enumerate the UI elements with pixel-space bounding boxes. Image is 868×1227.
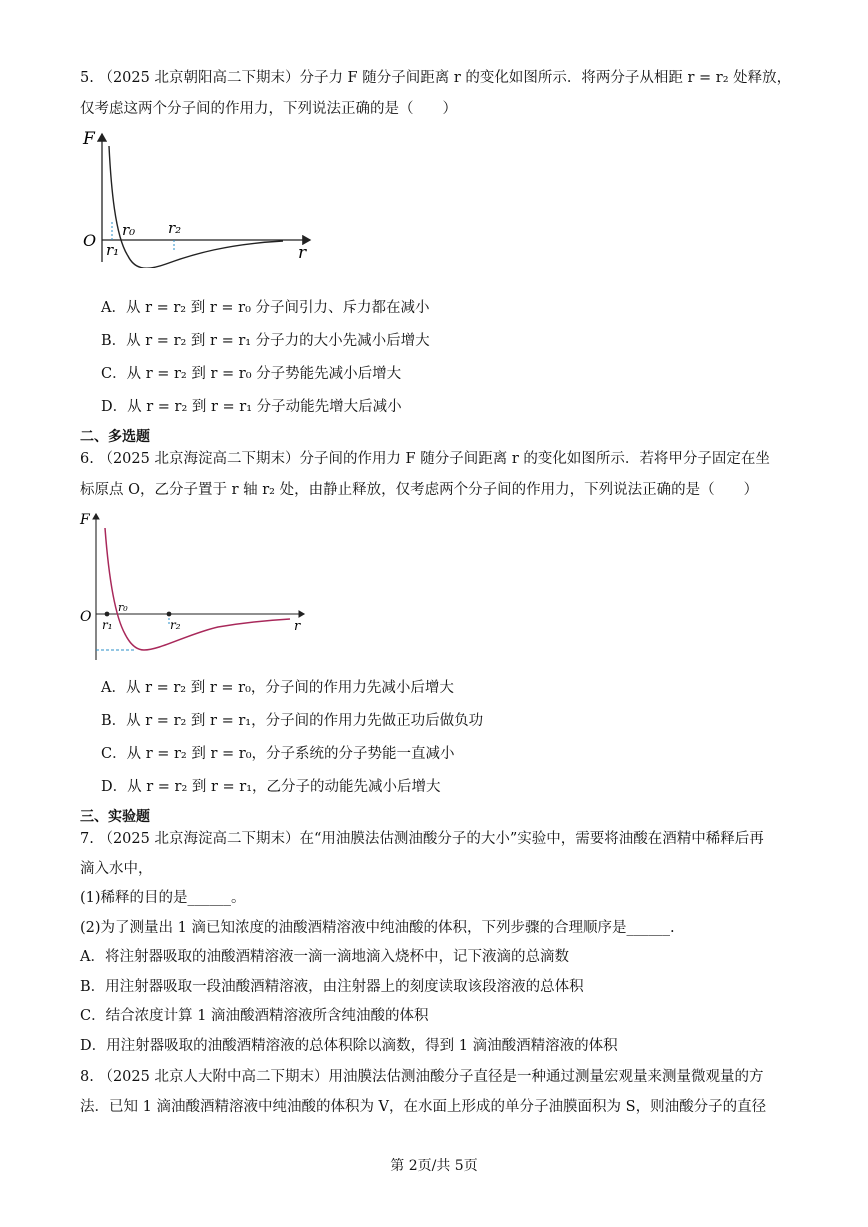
q6-force-curve xyxy=(105,528,290,650)
q5-r0-label: r₀ xyxy=(122,221,136,239)
q5-stem-line1: 5. （2025 北京朝阳高二下期末）分子力 F 随分子间距离 r 的变化如图所示．将两分子从相距 r = r₂ 处释放， xyxy=(80,70,792,86)
q6-option-b: B．从 r = r₂ 到 r = r₁，分子间的作用力先做正功后做负功 xyxy=(101,713,484,729)
page-number-footer: 第 2页/共 5页 xyxy=(390,1158,478,1174)
q7-sub-question-1: (1)稀释的目的是______。 xyxy=(80,890,246,906)
q6-x-label: r xyxy=(294,619,301,634)
section-heading-multiple-choice: 二、多选题 xyxy=(80,429,150,445)
q5-option-b: B．从 r = r₂ 到 r = r₁ 分子力的大小先减小后增大 xyxy=(101,333,430,349)
q5-option-c: C．从 r = r₂ 到 r = r₀ 分子势能先减小后增大 xyxy=(101,366,402,382)
section-heading-experiment: 三、实验题 xyxy=(80,809,150,825)
q5-stem-line2: 仅考虑这两个分子间的作用力，下列说法正确的是（ ） xyxy=(80,101,457,117)
q7-stem-line2: 滴入水中， xyxy=(80,861,153,877)
q6-option-d: D．从 r = r₂ 到 r = r₁，乙分子的动能先减小后增大 xyxy=(101,779,441,795)
q6-option-a: A．从 r = r₂ 到 r = r₀，分子间的作用力先减小后增大 xyxy=(101,680,454,696)
q7-step-c: C．结合浓度计算 1 滴油酸酒精溶液所含纯油酸的体积 xyxy=(80,1008,429,1024)
q6-r0-label: r₀ xyxy=(118,601,128,614)
q8-stem-line2: 法．已知 1 滴油酸酒精溶液中纯油酸的体积为 V，在水面上形成的单分子油膜面积为 S，则油酸分子的直径 xyxy=(80,1099,767,1115)
q5-x-label: r xyxy=(298,243,307,263)
q7-sub-question-2: (2)为了测量出 1 滴已知浓度的油酸酒精溶液中纯油酸的体积，下列步骤的合理顺序是______. xyxy=(80,920,675,936)
q7-stem-line1: 7. （2025 北京海淀高二下期末）在“用油膜法估测油酸分子的大小”实验中，需要将油酸在酒精中稀释后再 xyxy=(80,831,764,847)
q5-r1-label: r₁ xyxy=(106,241,120,259)
q7-step-a: A．将注射器吸取的油酸酒精溶液一滴一滴地滴入烧杯中，记下液滴的总滴数 xyxy=(80,949,569,965)
q5-r2-label: r₂ xyxy=(168,219,182,237)
q6-r1-point xyxy=(105,612,110,617)
q6-r2-point xyxy=(167,612,172,617)
q6-y-label: F xyxy=(80,512,90,528)
q5-option-d: D．从 r = r₂ 到 r = r₁ 分子动能先增大后减小 xyxy=(101,399,402,415)
q6-r2-label: r₂ xyxy=(170,618,181,632)
q6-origin-label: O xyxy=(80,609,92,625)
q7-step-d: D．用注射器吸取的油酸酒精溶液的总体积除以滴数，得到 1 滴油酸酒精溶液的体积 xyxy=(80,1038,618,1054)
q6-option-c: C．从 r = r₂ 到 r = r₀，分子系统的分子势能一直减小 xyxy=(101,746,455,762)
q5-origin-label: O xyxy=(83,231,97,250)
q5-option-a: A．从 r = r₂ 到 r = r₀ 分子间引力、斥力都在减小 xyxy=(101,300,430,316)
q6-r1-label: r₁ xyxy=(102,618,113,632)
q5-force-curve xyxy=(109,146,283,268)
q7-step-b: B．用注射器吸取一段油酸酒精溶液，由注射器上的刻度读取该段溶液的总体积 xyxy=(80,979,584,995)
q6-stem-line1: 6. （2025 北京海淀高二下期末）分子间的作用力 F 随分子间距离 r 的变化如图所示．若将甲分子固定在坐 xyxy=(80,451,770,467)
q8-stem-line1: 8. （2025 北京人大附中高二下期末）用油膜法估测油酸分子直径是一种通过测量宏观量来测量微观量的方 xyxy=(80,1069,764,1085)
q6-stem-line2: 标原点 O，乙分子置于 r 轴 r₂ 处，由静止释放，仅考虑两个分子间的作用力，下列说法正确的是（ ） xyxy=(80,482,759,498)
q5-force-distance-graph xyxy=(78,126,318,268)
q5-y-label: F xyxy=(83,129,95,149)
q6-force-distance-graph xyxy=(78,508,314,664)
